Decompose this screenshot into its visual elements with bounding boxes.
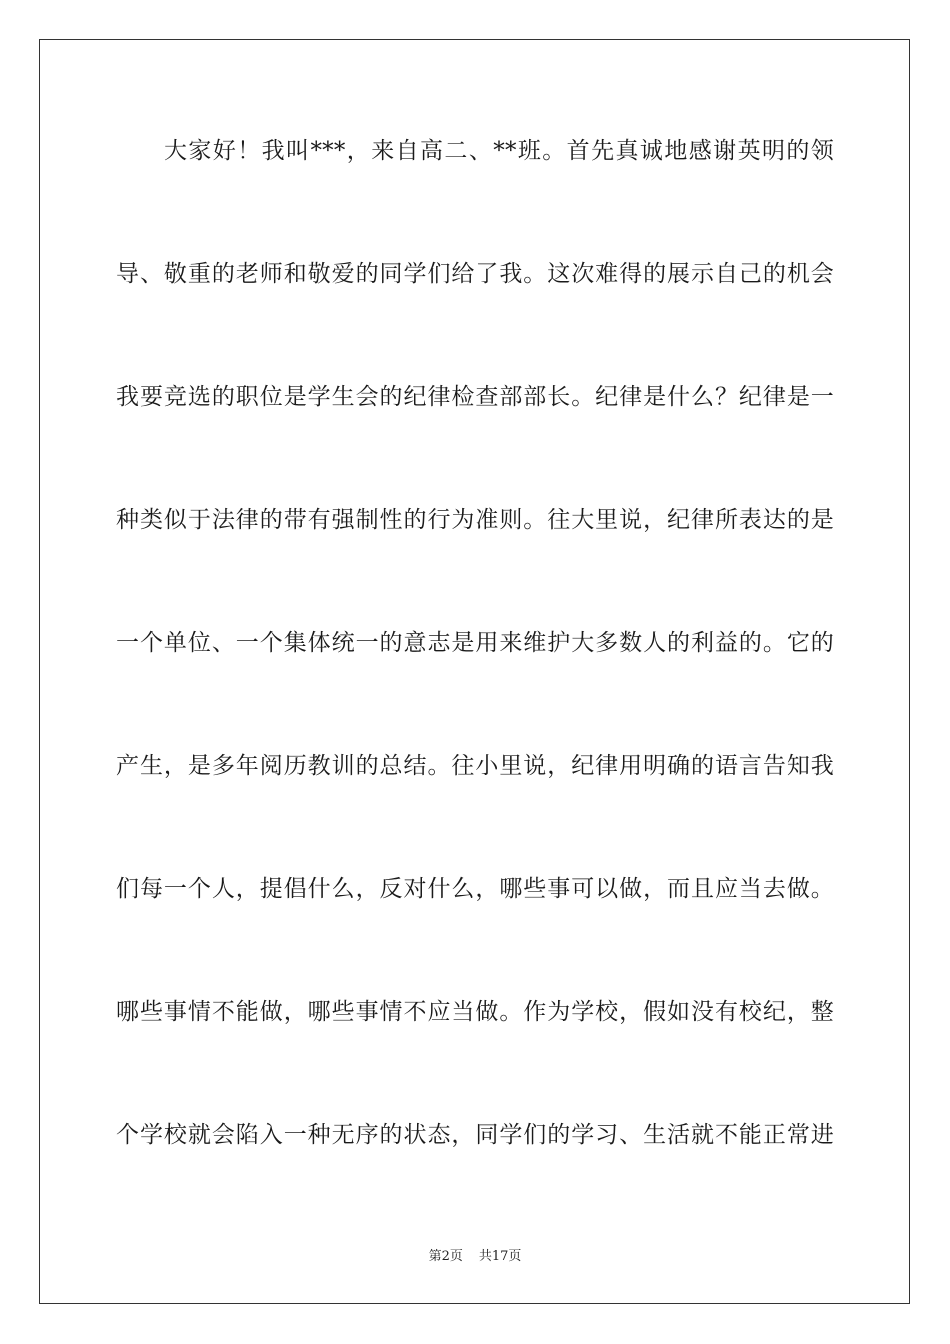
page-footer — [0, 1248, 950, 1266]
paragraph-line-5: 一个单位、一个集体统一的意志是用来维护大多数人的利益的。它的 — [116, 630, 834, 656]
paragraph-line-2: 导、敬重的老师和敬爱的同学们给了我。这次难得的展示自己的机会 — [116, 261, 834, 287]
paragraph-line-3: 我要竞选的职位是学生会的纪律检查部部长。纪律是什么？纪律是一 — [116, 384, 834, 410]
page-border — [39, 39, 910, 1304]
paragraph-line-1: 大家好！我叫***，来自高二、**班。首先真诚地感谢英明的领 — [164, 138, 834, 164]
page-total: 共17页 — [478, 1249, 522, 1264]
page-number: 第2页 — [428, 1249, 463, 1264]
paragraph-line-9: 个学校就会陷入一种无序的状态，同学们的学习、生活就不能正常进 — [116, 1122, 834, 1148]
paragraph-line-4: 种类似于法律的带有强制性的行为准则。往大里说，纪律所表达的是 — [116, 507, 834, 533]
paragraph-line-8: 哪些事情不能做，哪些事情不应当做。作为学校，假如没有校纪，整 — [116, 999, 834, 1025]
paragraph-line-7: 们每一个人，提倡什么，反对什么，哪些事可以做，而且应当去做。 — [116, 876, 834, 902]
paragraph-line-6: 产生，是多年阅历教训的总结。往小里说，纪律用明确的语言告知我 — [116, 753, 834, 779]
